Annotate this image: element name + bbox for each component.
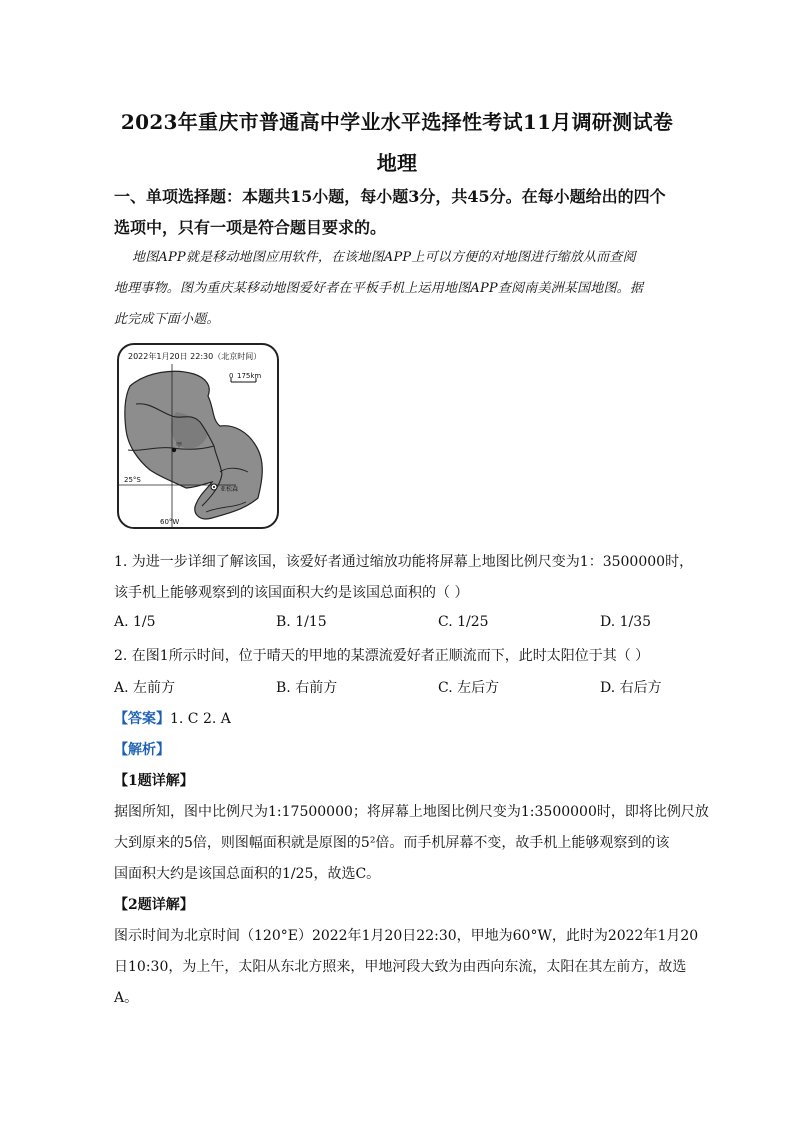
detail2-line-3: A。	[114, 990, 139, 1006]
detail1-line-3: 国面积大约是该国总面积的1/25，故选C。	[114, 866, 381, 882]
longitude-label: 60°W	[160, 518, 180, 526]
q2-option-b: B. 右前方	[276, 680, 338, 696]
answer-line	[114, 708, 231, 728]
q1-stem-line-1: 1. 为进一步详细了解该国，该爱好者通过缩放功能将屏幕上地图比例尺变为1：3500000时，	[114, 554, 694, 570]
capital-dot	[213, 486, 215, 488]
q2-option-a: A. 左前方	[114, 680, 176, 696]
detail1-line-1: 据图所知，图中比例尺为1:17500000；将屏幕上地图比例尺变为1:3500000时，即将比例尺放	[114, 804, 709, 820]
intro-line-2: 地理事物。图为重庆某移动地图爱好者在平板手机上运用地图APP查阅南美洲某国地图。据	[114, 281, 644, 296]
q2-option-d: D. 右后方	[600, 680, 662, 696]
country-map-figure	[116, 342, 280, 530]
capital-label: 亚松森	[220, 486, 239, 493]
q2-stem: 2. 在图1所示时间，位于晴天的甲地的某漂流爱好者正顺流而下，此时太阳位于其（ ）	[114, 648, 650, 664]
question-intro	[114, 242, 694, 273]
point-a-label: 甲	[176, 442, 183, 449]
intro-line-3: 此完成下面小题。	[114, 312, 220, 327]
detail2-line-1: 图示时间为北京时间（120°E）2022年1月20日22:30，甲地为60°W，此时为2022年1月20	[114, 928, 699, 944]
question-intro-cont	[114, 273, 694, 335]
q1-option-c: C. 1/25	[438, 614, 489, 630]
exam-title: 2023年重庆市普通高中学业水平选择性考试11月调研测试卷	[120, 110, 674, 134]
scale-zero: 0	[229, 372, 234, 380]
q1-stem-line-2: 该手机上能够观察到的该国面积大约是该国总面积的（ ）	[114, 585, 469, 601]
country-map	[116, 342, 280, 530]
detail2-line-2: 日10:30，为上午，太阳从东北方照来，甲地河段大致为由西向东流，太阳在其左前方，故选	[114, 959, 687, 975]
q1-option-b: B. 1/15	[276, 614, 327, 630]
intro-line-1: 地图APP就是移动地图应用软件，在该地图APP上可以方便的对地图进行缩放从而查阅	[132, 250, 636, 265]
section-heading	[114, 181, 694, 243]
subject-title: 地理	[376, 151, 418, 175]
detail1-line-2: 大到原来的5倍，则图幅面积就是原图的5²倍。而手机屏幕不变，故手机上能够观察到的该	[114, 835, 670, 851]
latitude-label: 25°S	[124, 476, 141, 484]
answer-tag: 【答案】	[114, 711, 170, 727]
map-timestamp: 2022年1月20日 22:30（北京时间）	[128, 352, 262, 361]
q1-option-a: A. 1/5	[114, 614, 156, 630]
section-heading-line-2: 选项中，只有一项是符合题目要求的。	[114, 218, 387, 237]
detail1-tag: 【1题详解】	[114, 773, 194, 789]
detail2-tag: 【2题详解】	[114, 897, 194, 913]
q1-option-d: D. 1/35	[600, 614, 652, 630]
section-heading-line-1: 一、单项选择题：本题共15小题，每小题3分，共45分。在每小题给出的四个	[114, 187, 666, 206]
q2-option-c: C. 左后方	[438, 680, 500, 696]
scale-label: 175km	[237, 372, 262, 380]
answer-value: 1. C 2. A	[170, 711, 231, 727]
analysis-tag: 【解析】	[114, 742, 170, 758]
